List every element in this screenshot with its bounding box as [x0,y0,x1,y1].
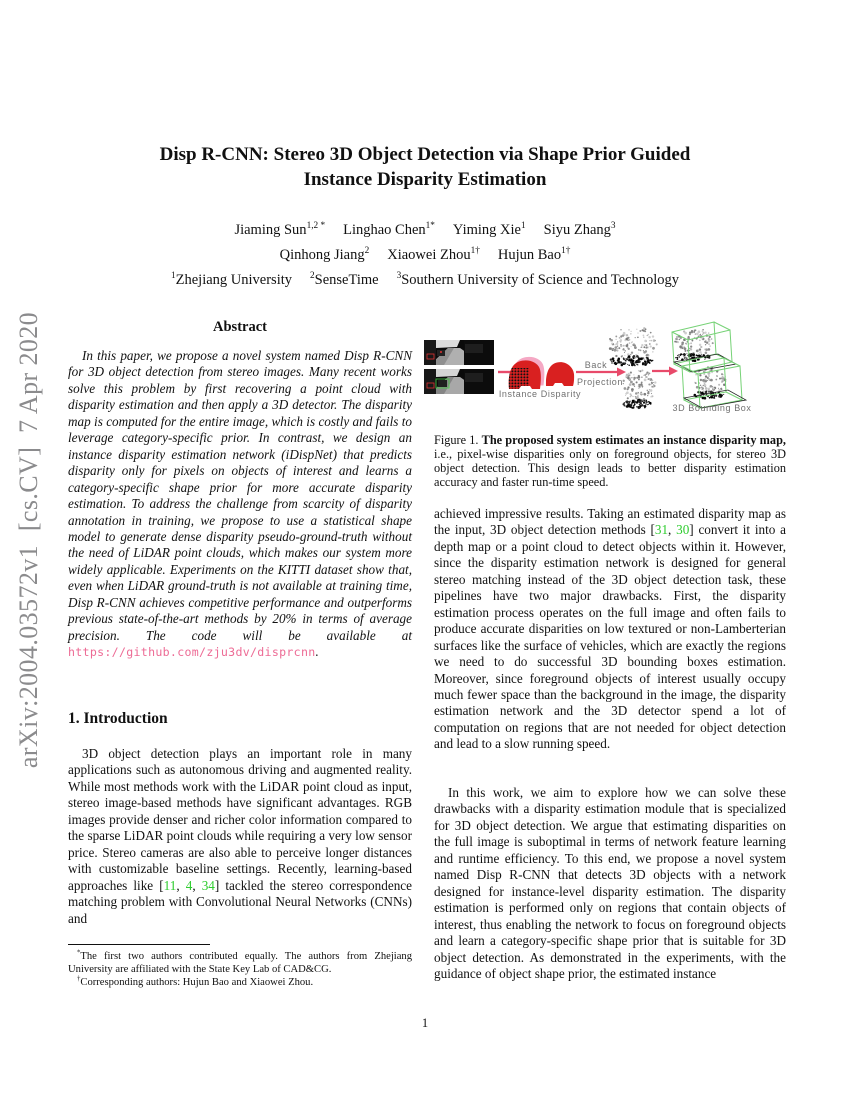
footnotes [68,950,412,989]
author-name: Yiming Xie$^1$ [452,221,526,238]
abstract-text: In this paper, we propose a novel system named Disp R-CNN for 3D object detection from stereo images. Many recent works solve this problem by first recovering a point cloud with disparity estimation and then apply a 3D detector. The disparity map is computed for the entire image, which is costly and fails to leverage category-specific prior. In contrast, we design an instance disparity estimation network (iDispNet) that predicts disparity only for pixels on objects of interest and learns a category-specific shape prior for more accurate disparity estimation. To address the challenge from scarcity of disparity annotation in training, we propose to use a statistical shape model to generate dense disparity pseudo-ground-truth without the need of LiDAR point clouds, which makes our system more widely applicable. Experiments on the KITTI dataset show that, even when LiDAR ground-truth is not available at training time, Disp R-CNN achieves competitive performance and outperforms previous state-of-the-art methods by 20% in terms of average precision. The code will be available at https://github.com/zju3dv/disprcnn. [68,348,412,660]
figure-1 [424,316,786,418]
author-name: Xiaowei Zhou$^{1\dagger}$ [387,246,480,263]
intro-paragraph-1: 3D object detection plays an important role in many applications such as autonomous driving and augmented reality. While most methods work with the LiDAR point cloud as input, stereo image-based methods have significant advantages. RGB images provide denser and richer color information compared to the sparse LiDAR point clouds while requiring a very low sensor price. Stereo cameras are also able to perceive longer distances with customizable baseline settings. Recently, learning-based approaches like [11, 4, 34] tackled the stereo correspondence matching problem with Convolutional Neural Networks (CNNs) and [68,746,412,926]
author-name: Hujun Bao$^{1\dagger}$ [497,246,571,263]
title-line-1: Disp R-CNN: Stereo 3D Object Detection via Shape Prior Guided [159,144,691,165]
instance-disparity-mask-left [508,357,544,390]
back-projection-label-line1: Back [584,360,608,370]
stereo-image-right [424,369,494,394]
citation-ref[interactable]: 4 [185,877,193,893]
arxiv-watermark: arXiv:2004.03572v1 [cs.CV] 7 Apr 2020 [14,311,43,769]
stereo-image-left [424,340,494,365]
footnote-equal-contribution: *The first two authors contributed equally. The authors from Zhejiang University are affiliated with the State Key Lab of CAD&CG. [68,949,412,975]
point-cloud-car-1 [609,327,658,366]
right-paragraph-2: In this work, we aim to explore how we can solve these drawbacks with a disparity estimation module that is specialized for 3D object detection. We argue that estimating disparities on the full image is suboptimal in terms of network feature learning and runtime efficiency. To this end, we propose a novel system named Disp R-CNN that detects 3D objects with a network designed for instance-level disparity estimation. The disparity estimation is performed only on regions that contain objects of interest, thus enabling the network to focus on foreground objects and learn a category-specific shape prior that is suitable for 3D object detection. As demonstrated in the experiments, with the guidance of object shape prior, the estimated instance [434,785,786,981]
citation-ref[interactable]: 30 [676,522,690,538]
arrow-icon [652,367,678,376]
abstract-heading: Abstract [213,319,267,335]
authors-block [0,218,850,293]
author-name: Qinhong Jiang$^2$ [279,246,370,263]
author-line-2 [0,243,850,268]
bounding-box-label: 3D Bounding Box [672,403,752,413]
back-projection-label-line2: Projection [576,377,624,387]
author-name: $^3$Southern University of Science and Technology [396,271,679,288]
author-name: Siyu Zhang$^3$ [543,221,616,238]
bounding-box-wireframe-2 [682,358,742,408]
right-paragraph-1: achieved impressive results. Taking an estimated disparity map as the input, 3D object detection methods [31, 30] convert it into a depth map or a point cloud to detect objects within it. However, since the disparity estimation network is designed for general stereo matching instead of the 3D object detection task, these pipelines have two major drawbacks. First, the disparity estimation process operates on the full image and often fails to produce accurate disparities on low textured or non-Lamberterian surfaces like the surface of vehicles, which are exactly the regions we need to do successful 3D bounding boxes estimation. Moreover, since foreground objects of interest usually occupy much fewer space than the background in the image, the disparity estimation network and the 3D detector spend a lot of computation on regions that are not needed for object detection and lead to a slow running speed. [434,506,786,752]
point-cloud-in-box-1 [674,329,713,362]
instance-disparity-mask-right [546,362,574,386]
section-heading-introduction: 1. Introduction [68,710,168,727]
github-link[interactable]: https://github.com/zju3dv/disprcnn [68,645,316,660]
instance-disparity-label: Instance Disparity [498,389,582,399]
point-cloud-car-2 [623,369,657,409]
author-name: Linghao Chen$^{1*}$ [343,221,435,238]
page-number: 1 [421,1016,429,1030]
figure-1-caption: Figure 1. The proposed system estimates an instance disparity map, i.e., pixel-wise disparities only on foreground objects, for stereo 3D object detection. This design leads to better disparity estimation accuracy and faster run-time speed. [434,433,786,489]
author-name: $^2$SenseTime [310,271,379,288]
citation-ref[interactable]: 11 [163,877,177,893]
citation-ref[interactable]: 34 [201,877,215,893]
paper-title [0,143,850,192]
author-name: $^1$Zhejiang University [170,271,293,288]
footnote-corresponding-authors: †Corresponding authors: Hujun Bao and Xiaowei Zhou. [77,975,314,988]
author-line-1 [0,218,850,243]
author-name: Jiaming Sun$^{1,2 *}$ [234,221,326,238]
footnote-divider [68,944,210,945]
citation-ref[interactable]: 31 [654,522,669,538]
affiliation-line [0,268,850,293]
title-line-2: Instance Disparity Estimation [303,168,547,190]
figure-1-graphic [424,316,786,418]
